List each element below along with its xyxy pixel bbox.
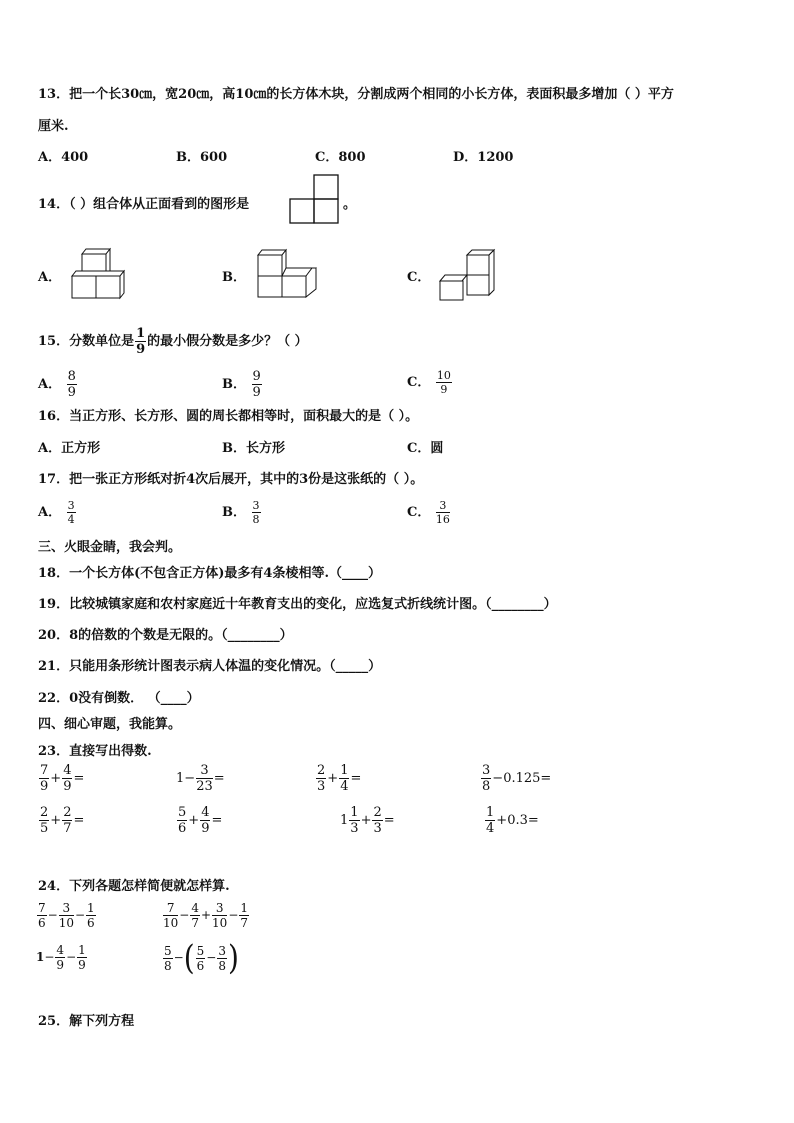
q24-stem: 24．下列各题怎样简便就怎样算. (38, 879, 230, 894)
q23-stem: 23．直接写出得数. (38, 744, 152, 759)
section-3-heading: 三、火眼金睛，我会判。 (38, 540, 182, 555)
q23-expr-8: $\frac{1}{4}$ +0.3= (486, 805, 539, 836)
q23-expr-4: $\frac{3}{8}$ −0.125= (482, 763, 552, 794)
cube-figure-a (70, 244, 132, 302)
q15-stem (38, 327, 308, 356)
q15-unit-fraction: $\frac{1}{9}$ (136, 326, 146, 357)
q24-expr-3: 1− $\frac{4}{9}$ − $\frac{1}{9}$ (36, 943, 86, 972)
q13-option-b[interactable]: B．600 (176, 150, 228, 165)
cube-figure-c (437, 247, 499, 303)
q15-stem-b: 的最小假分数是多少？（ ） (147, 334, 308, 349)
q23-expr-3: $\frac{2}{3}$ + $\frac{1}{4}$ = (317, 763, 362, 794)
cube-figure-b (256, 248, 320, 300)
q13-option-a[interactable]: A．400 (38, 150, 89, 165)
q16-option-c[interactable]: C．圆 (407, 441, 444, 456)
q23-expr-5: $\frac{2}{5}$ + $\frac{2}{7}$ = (40, 805, 85, 836)
q23-expr-2: 1− $\frac{3}{23}$ = (176, 763, 225, 794)
q24-expr-2: $\frac{7}{10}$ − $\frac{4}{7}$ + $\frac{3}{10}$ − $\frac{1}{7}$ (163, 901, 249, 930)
q13-option-c[interactable]: C．800 (315, 150, 366, 165)
q16-stem: 16．当正方形、长方形、圆的周长都相等时，面积最大的是（ ）。 (38, 409, 419, 424)
front-view-figure (288, 174, 340, 224)
q21: 21．只能用条形统计图表示病人体温的变化情况。（_____） (38, 659, 382, 674)
q22: 22．0没有倒数． （____） (38, 691, 200, 706)
q15-stem-a: 15．分数单位是 (38, 334, 135, 349)
section-4-heading: 四、细心审题，我能算。 (38, 717, 182, 732)
q17-stem: 17．把一张正方形纸对折4次后展开，其中的3份是这张纸的（ ）。 (38, 472, 424, 487)
q19: 19．比较城镇家庭和农村家庭近十年教育支出的变化，应选复式折线统计图。（________） (38, 597, 557, 612)
q23-expr-7: 1 $\frac{1}{3}$ + $\frac{2}{3}$ = (340, 805, 395, 836)
q23-expr-1: $\frac{7}{9}$ + $\frac{4}{9}$ = (40, 763, 85, 794)
q23-expr-6: $\frac{5}{6}$ + $\frac{4}{9}$ = (178, 805, 223, 836)
q14-stem: 14．（ ）组合体从正面看到的图形是 (38, 197, 250, 212)
q17-option-a[interactable]: A． $\frac{3}{4}$ (38, 499, 75, 526)
q15-option-b[interactable]: B． $\frac{9}{9}$ (222, 369, 261, 400)
q15-option-c[interactable]: C． $\frac{10}{9}$ (407, 369, 451, 396)
q13-line2: 厘米. (38, 119, 69, 134)
q25-stem: 25．解下列方程 (38, 1014, 135, 1029)
q16-option-b[interactable]: B．长方形 (222, 441, 285, 456)
q20: 20．8的倍数的个数是无限的。（________） (38, 628, 293, 643)
q15-option-a[interactable]: A． $\frac{8}{9}$ (38, 369, 76, 400)
q16-option-a[interactable]: A．正方形 (38, 441, 101, 456)
q14-label-c[interactable]: C． (407, 270, 431, 285)
q24-expr-4: $\frac{5}{8}$ −( $\frac{5}{6}$ − $\frac{3}{8}$ ) (164, 937, 239, 978)
q18: 18．一个长方体(不包含正方体)最多有4条棱相等.（____） (38, 566, 381, 581)
q14-label-a[interactable]: A． (38, 270, 62, 285)
q17-option-b[interactable]: B． $\frac{3}{8}$ (222, 499, 260, 526)
q13-option-d[interactable]: D．1200 (453, 150, 514, 165)
q17-option-c[interactable]: C． $\frac{3}{16}$ (407, 499, 450, 526)
q14-stem-end: 。 (343, 197, 357, 212)
q14-label-b[interactable]: B． (222, 270, 246, 285)
q13-line1: 13．把一个长30㎝，宽20㎝，高10㎝的长方体木块，分割成两个相同的小长方体，表面积最多增加（ ）平方 (38, 87, 674, 102)
q24-expr-1: $\frac{7}{6}$ − $\frac{3}{10}$ − $\frac{1}{6}$ (38, 901, 95, 930)
